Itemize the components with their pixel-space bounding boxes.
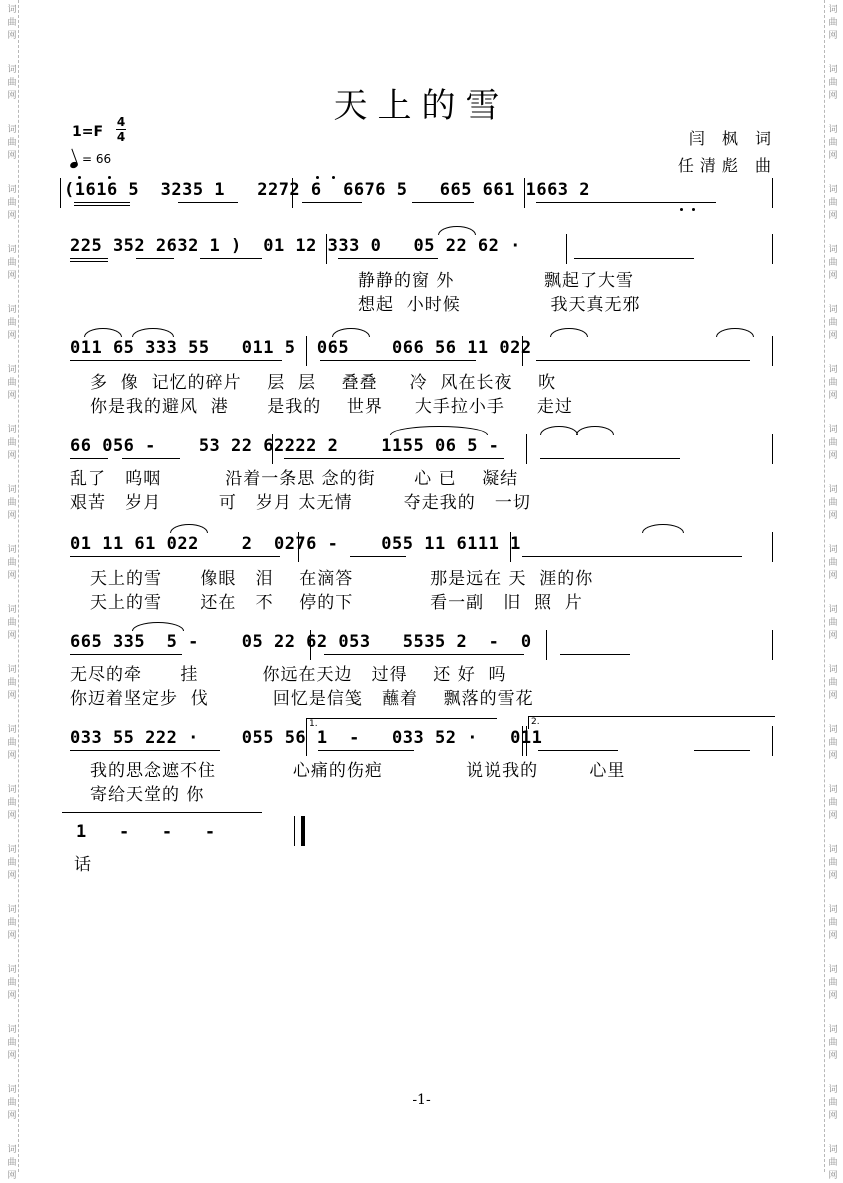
watermark-text: 词 曲 网	[828, 425, 838, 461]
watermark-text: 词 曲 网	[7, 365, 17, 401]
watermark-text: 词 曲 网	[7, 125, 17, 161]
lyrics-verse-2: 你迈着坚定步 伐 回忆是信笺 蘸着 飘落的雪花	[70, 689, 534, 709]
watermark-text: 词 曲 网	[828, 905, 838, 941]
watermark-text: 词 曲 网	[7, 545, 17, 581]
watermark-text: 词 曲 网	[7, 965, 17, 1001]
bar-line	[272, 434, 273, 464]
beam-line	[338, 258, 438, 259]
volta-second-ending: 2.	[528, 716, 775, 729]
watermark-text: 词 曲 网	[7, 665, 17, 701]
meter-bottom: 4	[116, 130, 126, 144]
key-signature: 1=F	[72, 124, 104, 140]
bar-line	[298, 532, 299, 562]
watermark-text: 词 曲 网	[828, 725, 838, 761]
watermark-text: 词 曲 网	[7, 1145, 17, 1181]
watermark-text: 词 曲 网	[828, 5, 838, 41]
slur-mark	[390, 426, 488, 435]
watermark-text: 词 曲 网	[828, 65, 838, 101]
lyrics-verse-1: 话	[74, 855, 92, 875]
bar-line	[60, 178, 61, 208]
repeat-bar-line	[526, 726, 527, 756]
slur-mark	[716, 328, 754, 337]
watermark-text: 词 曲 网	[7, 425, 17, 461]
slur-mark	[170, 524, 208, 533]
tempo-marking	[70, 150, 111, 168]
beam-line	[136, 258, 174, 259]
octave-dot	[316, 176, 319, 179]
slur-mark	[132, 622, 184, 631]
bar-line	[524, 178, 525, 208]
bar-line	[772, 234, 773, 264]
watermark-text: 词 曲 网	[828, 1085, 838, 1121]
bar-line	[772, 178, 773, 208]
bar-line	[772, 434, 773, 464]
beam-line	[178, 202, 238, 203]
beam-line	[694, 750, 750, 751]
score-row-6	[70, 628, 776, 709]
notation-row-1: (1616 5 3235 1 2272 6 6676 5 665 661 1663 2	[64, 180, 591, 200]
beam-line	[412, 202, 474, 203]
lyrics-verse-1: 天上的雪 像眼 泪 在滴答 那是远在 天 涯的你	[90, 569, 594, 589]
lyrics-verse-2: 你是我的避风 港 是我的 世界 大手拉小手 走过	[90, 397, 573, 417]
beam-line	[70, 458, 108, 459]
watermark-text: 词 曲 网	[828, 365, 838, 401]
lyrics-verse-2: 艰苦 岁月 可 岁月 太无情 夺走我的 一切	[70, 493, 531, 513]
octave-dot	[692, 208, 695, 211]
notation-row-2: 225 352 2632 1 ) 01 12 333 0 05 22 62 ·	[70, 236, 521, 256]
bar-line	[306, 336, 307, 366]
watermark-text: 词 曲 网	[7, 485, 17, 521]
bar-line	[566, 234, 567, 264]
octave-dot	[680, 208, 683, 211]
watermark-text: 词 曲 网	[828, 305, 838, 341]
slur-mark	[438, 226, 476, 235]
composer-credit: 任清彪 曲	[677, 156, 777, 175]
beam-line	[70, 360, 282, 361]
score-row-1	[64, 176, 776, 210]
bar-line	[522, 336, 523, 366]
lyrics-verse-1: 静静的窗 外 飘起了大雪	[358, 271, 635, 291]
beam-line	[200, 258, 262, 259]
bar-line	[772, 336, 773, 366]
beam-line	[574, 258, 694, 259]
octave-dot	[78, 176, 81, 179]
beam-line	[70, 654, 182, 655]
notation-row-8: 1 - - -	[76, 822, 216, 842]
watermark-text: 词 曲 网	[828, 965, 838, 1001]
watermark-text: 词 曲 网	[7, 905, 17, 941]
beam-line	[522, 556, 742, 557]
bar-line	[772, 630, 773, 660]
beam-line	[560, 654, 630, 655]
time-signature	[116, 115, 126, 144]
octave-dot	[108, 176, 111, 179]
lyrics-verse-1: 我的思念遮不住 心痛的伤疤 说说我的 心里	[90, 761, 626, 781]
slur-mark	[84, 328, 122, 337]
watermark-text: 词 曲 网	[828, 665, 838, 701]
lyrics-verse-1: 无尽的牵 挂 你远在天边 过得 还 好 吗	[70, 665, 507, 685]
watermark-text: 词 曲 网	[828, 1145, 838, 1181]
bar-line	[326, 234, 327, 264]
notation-row-6: 665 335 5 - 05 22 62 053 5535 2 - 0	[70, 632, 532, 652]
song-title: 天上的雪	[333, 86, 510, 126]
watermark-text: 词 曲 网	[828, 245, 838, 281]
watermark-text: 词 曲 网	[7, 785, 17, 821]
beam-line	[320, 360, 476, 361]
watermark-text: 词 曲 网	[828, 485, 838, 521]
watermark-text: 词 曲 网	[7, 305, 17, 341]
beam-line	[540, 458, 680, 459]
octave-dot	[332, 176, 335, 179]
notation-row-7: 033 55 222 · 055 56 1 - 033 52 · 011	[70, 728, 543, 748]
score-row-8	[70, 818, 776, 875]
watermark-text: 词 曲 网	[7, 605, 17, 641]
beam-line	[324, 654, 524, 655]
lyrics-verse-2: 寄给天堂的 你	[90, 785, 205, 805]
beam-line	[70, 261, 108, 262]
system-bracket-line	[62, 812, 262, 813]
beam-line	[318, 750, 414, 751]
slur-mark	[132, 328, 174, 337]
bar-line	[292, 178, 293, 208]
beam-line	[536, 202, 716, 203]
watermark-text: 词 曲 网	[828, 545, 838, 581]
slur-mark	[550, 328, 588, 337]
repeat-bar-line	[522, 726, 523, 756]
watermark-text: 词 曲 网	[828, 845, 838, 881]
watermark-text: 词 曲 网	[7, 1085, 17, 1121]
watermark-text: 词 曲 网	[7, 725, 17, 761]
watermark-text: 词 曲 网	[7, 245, 17, 281]
notation-row-4: 66 056 - 53 22 62222 2 1155 06 5 -	[70, 436, 500, 456]
volta-first-ending: 1.	[306, 718, 497, 731]
watermark-text: 词 曲 网	[828, 125, 838, 161]
final-bar-line	[294, 816, 305, 846]
beam-line	[70, 556, 280, 557]
beam-line	[74, 202, 130, 203]
watermark-text: 词 曲 网	[828, 185, 838, 221]
bar-line	[310, 630, 311, 660]
tempo-value: = 66	[82, 152, 112, 166]
bar-line	[772, 726, 773, 756]
watermark-text: 词 曲 网	[7, 845, 17, 881]
lyrics-verse-2: 想起 小时候 我天真无邪	[358, 295, 641, 315]
slur-mark	[332, 328, 370, 337]
lyricist-credit: 闫 枫 词	[688, 129, 777, 148]
slur-mark	[540, 426, 578, 435]
beam-line	[302, 202, 362, 203]
beam-line	[538, 750, 618, 751]
page-number: -1-	[412, 1092, 431, 1108]
bar-line	[510, 532, 511, 562]
beam-line	[536, 360, 750, 361]
watermark-text: 词 曲 网	[828, 605, 838, 641]
notation-row-3: 011 65 333 55 011 5 065 066 56 11 022	[70, 338, 532, 358]
beam-line	[70, 258, 108, 259]
quarter-note-icon	[69, 161, 79, 169]
watermark-text: 词 曲 网	[828, 785, 838, 821]
score-row-5	[70, 530, 776, 613]
lyrics-verse-1: 乱了 呜咽 沿着一条思 念的街 心 已 凝结	[70, 469, 519, 489]
watermark-text: 词 曲 网	[828, 1025, 838, 1061]
watermark-text: 词 曲 网	[7, 185, 17, 221]
notation-row-5: 01 11 61 022 2 0276 - 055 11 6111 1	[70, 534, 521, 554]
lyrics-verse-2: 天上的雪 还在 不 停的下 看一副 旧 照 片	[90, 593, 583, 613]
bar-line	[772, 532, 773, 562]
watermark-text: 词 曲 网	[7, 5, 17, 41]
watermark-text: 词 曲 网	[7, 1025, 17, 1061]
watermark-text: 词 曲 网	[7, 65, 17, 101]
meter-top: 4	[116, 115, 126, 129]
beam-line	[74, 205, 130, 206]
beam-line	[122, 458, 180, 459]
score-row-4	[70, 432, 776, 513]
bar-line	[526, 434, 527, 464]
beam-line	[70, 750, 220, 751]
beam-line	[284, 458, 504, 459]
score-row-2	[70, 232, 776, 315]
beam-line	[350, 556, 406, 557]
slur-mark	[576, 426, 614, 435]
score-row-3	[70, 334, 776, 417]
lyrics-verse-1: 多 像 记忆的碎片 层 层 叠叠 冷 风在长夜 吹	[90, 373, 557, 393]
slur-mark	[642, 524, 684, 533]
bar-line	[546, 630, 547, 660]
